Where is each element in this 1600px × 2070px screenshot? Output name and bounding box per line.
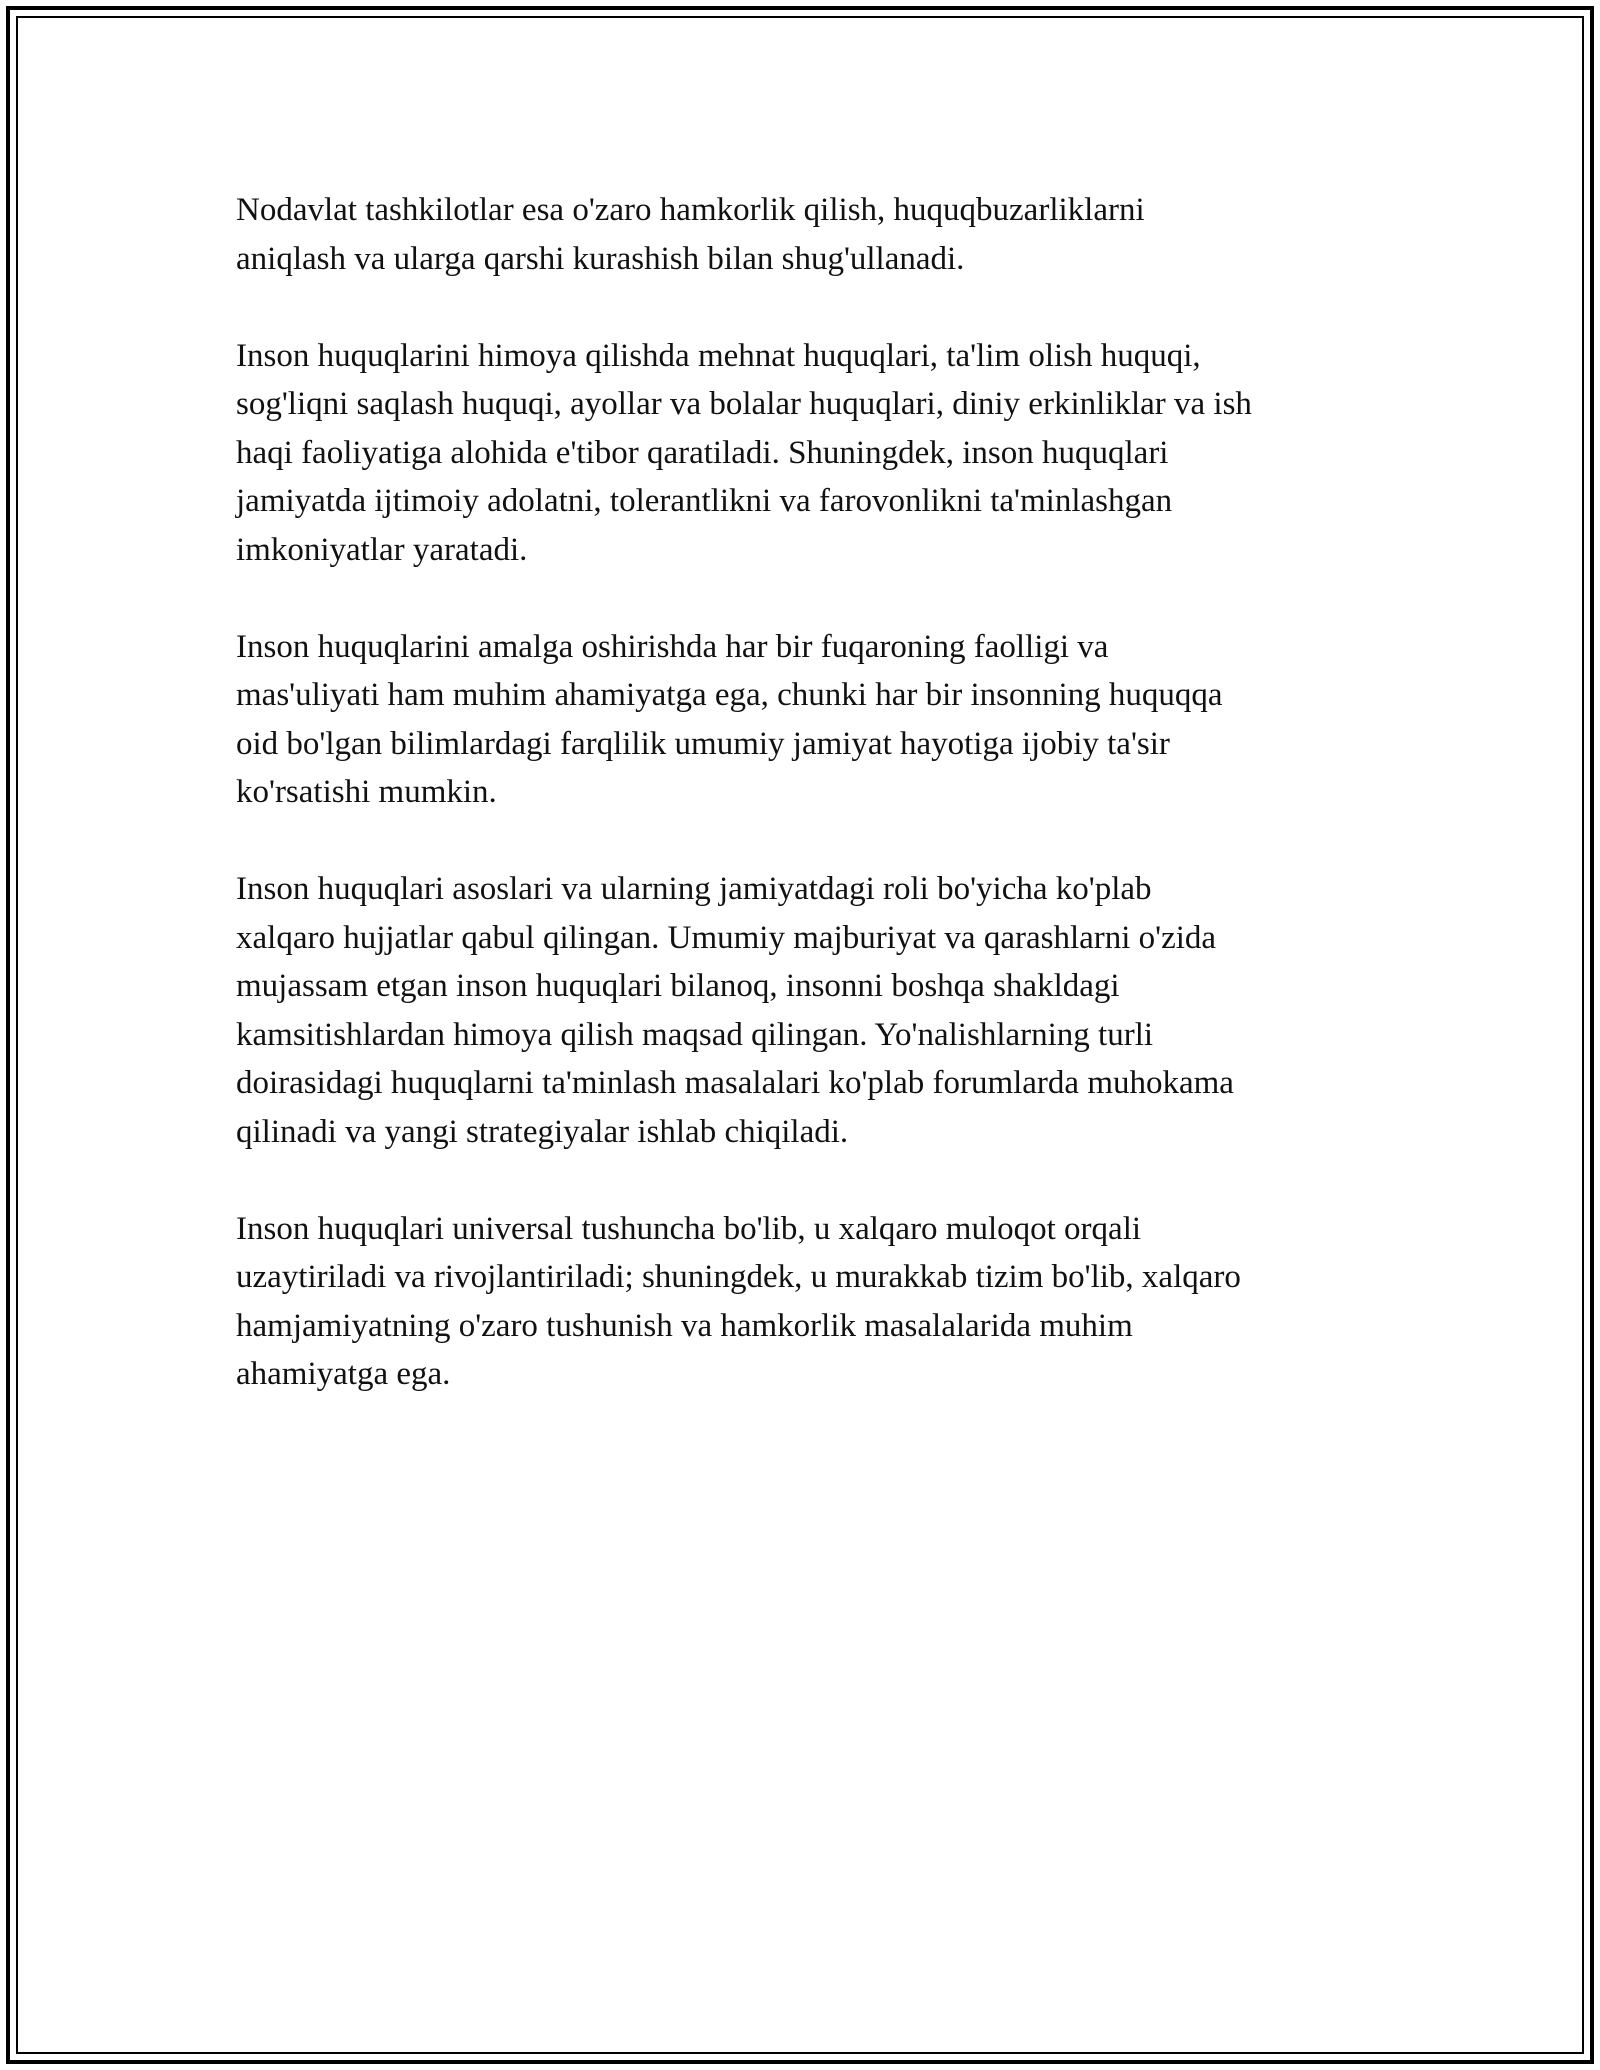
text-line: mas'uliyati ham muhim ahamiyatga ega, chunki har bir insonning huquqqa — [236, 677, 1223, 713]
text-line: Inson huquqlari asoslari va ularning jamiyatdagi roli bo'yicha ko'plab — [236, 871, 1152, 907]
text-line: doirasidagi huquqlarni ta'minlash masalalari ko'plab forumlarda muhokama — [236, 1065, 1234, 1101]
paragraph-1 — [236, 186, 1376, 283]
text-line: imkoniyatlar yaratadi. — [236, 531, 528, 568]
paragraph-3 — [236, 623, 1376, 817]
text-line: qilinadi va yangi strategiyalar ishlab chiqiladi. — [236, 1113, 849, 1150]
paragraph-2 — [236, 332, 1376, 575]
paragraph-4 — [236, 865, 1376, 1156]
text-line: haqi faoliyatiga alohida e'tibor qaratiladi. Shuningdek, inson huquqlari — [236, 434, 1169, 471]
text-line: xalqaro hujjatlar qabul qilingan. Umumiy majburiyat va qarashlarni o'zida — [236, 919, 1217, 956]
text-line: Inson huquqlari universal tushuncha bo'lib, u xalqaro muloqot orqali — [236, 1210, 1142, 1247]
text-line: Nodavlat tashkilotlar esa o'zaro hamkorlik qilish, huquqbuzarliklarni — [236, 192, 1145, 228]
document-body — [236, 186, 1376, 1447]
text-line: hamjamiyatning o'zaro tushunish va hamkorlik masalalarida muhim — [236, 1307, 1133, 1344]
paragraph-5 — [236, 1205, 1376, 1399]
text-line: uzaytiriladi va rivojlantiriladi; shuningdek, u murakkab tizim bo'lib, xalqaro — [236, 1259, 1241, 1295]
text-line: mujassam etgan inson huquqlari bilanoq, insonni boshqa shakldagi — [236, 968, 1120, 1004]
text-line: Inson huquqlarini amalga oshirishda har bir fuqaroning faolligi va — [236, 628, 1109, 665]
text-line: jamiyatda ijtimoiy adolatni, tolerantlikni va farovonlikni ta'minlashgan — [236, 483, 1173, 519]
text-line: ahamiyatga ega. — [236, 1356, 451, 1392]
text-line: ko'rsatishi mumkin. — [236, 774, 497, 810]
text-line: sog'liqni saqlash huquqi, ayollar va bolalar huquqlari, diniy erkinliklar va ish — [236, 386, 1252, 422]
text-line: aniqlash va ularga qarshi kurashish bilan shug'ullanadi. — [236, 240, 965, 277]
text-line: Inson huquqlarini himoya qilishda mehnat huquqlari, ta'lim olish huquqi, — [236, 337, 1201, 374]
text-line: oid bo'lgan bilimlardagi farqlilik umumiy jamiyat hayotiga ijobiy ta'sir — [236, 725, 1170, 762]
text-line: kamsitishlardan himoya qilish maqsad qilingan. Yo'nalishlarning turli — [236, 1016, 1154, 1053]
